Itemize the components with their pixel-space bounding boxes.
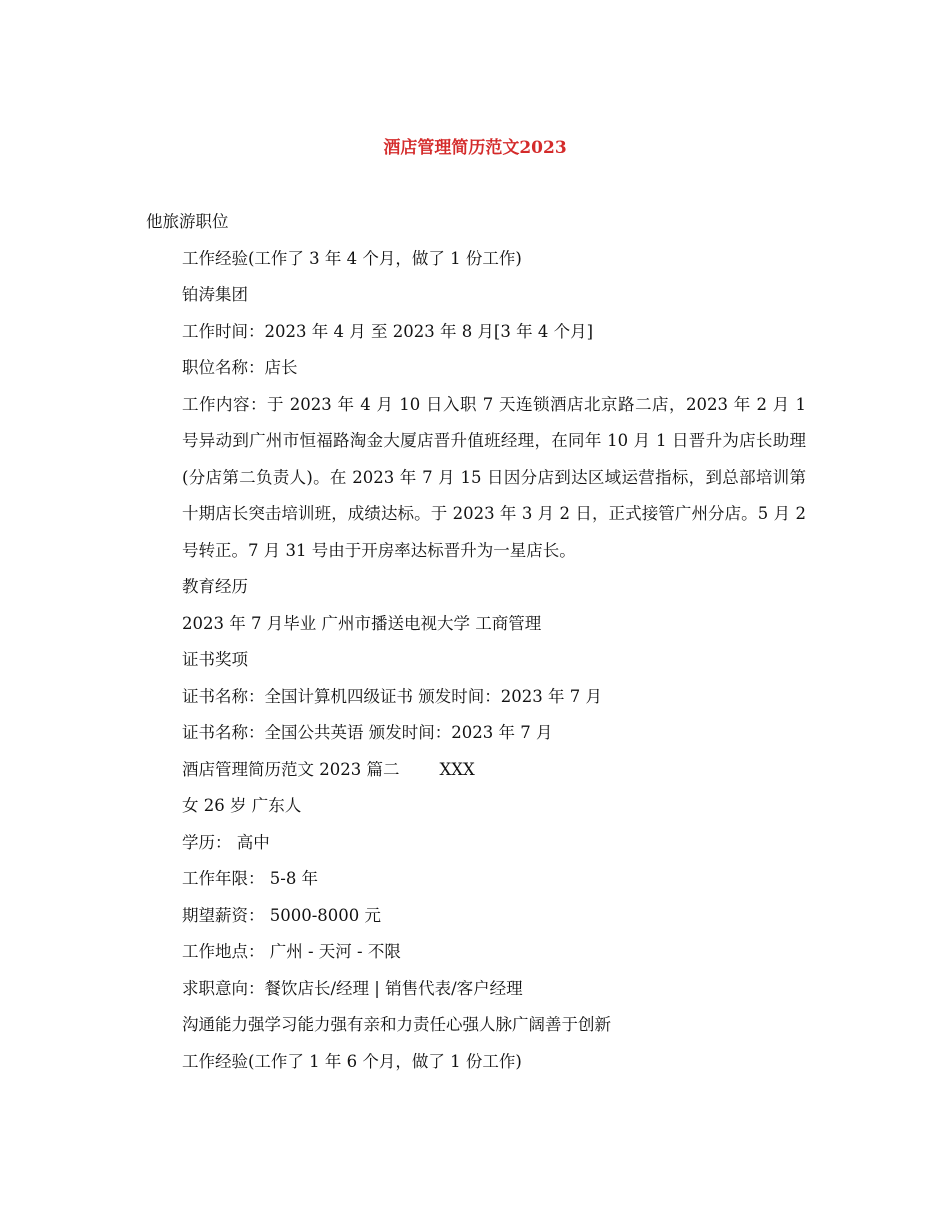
job-intention: 求职意向：餐饮店长/经理 | 销售代表/客户经理 [182,978,523,998]
strengths: 沟通能力强学习能力强有亲和力责任心强人脉广阔善于创新 [182,1015,611,1034]
work-location: 工作地点： 广州 - 天河 - 不限 [182,942,401,961]
candidate-name: XXX [439,759,475,779]
certificate-item: 证书名称：全国公共英语 颁发时间：2023 年 7 月 [182,723,553,742]
part2-title: 酒店管理简历范文 2023 篇二 [182,759,400,779]
document-body [146,204,806,1080]
company-name: 铂涛集团 [182,285,248,304]
section-heading: 他旅游职位 [146,212,229,231]
expected-salary: 期望薪资： 5000-8000 元 [182,905,382,925]
basic-info: 女 26 岁 广东人 [182,796,302,815]
years-of-work: 工作年限： 5-8 年 [182,869,319,888]
education-level: 学历： 高中 [182,832,270,852]
education-heading: 教育经历 [182,577,248,596]
document-title: 酒店管理简历范文2023 [383,138,567,158]
position-title: 职位名称：店长 [182,358,298,377]
work-period: 工作时间：2023 年 4 月 至 2023 年 8 月[3 年 4 个月] [182,321,594,341]
experience-summary: 工作经验(工作了 3 年 4 个月，做了 1 份工作) [182,248,522,268]
certificate-item: 证书名称：全国计算机四级证书 颁发时间：2023 年 7 月 [182,686,602,706]
education-entry: 2023 年 7 月毕业 广州市播送电视大学 工商管理 [182,613,542,633]
part2-title-line [146,752,806,789]
experience-summary-2: 工作经验(工作了 1 年 6 个月，做了 1 份工作) [182,1051,522,1071]
certificates-heading: 证书奖项 [182,650,248,669]
work-content: 工作内容：于 2023 年 4 月 10 日入职 7 天连锁酒店北京路二店，2023 年 2 月 1 号异动到广州市恒福路淘金大厦店晋升值班经理，在同年 10 月 1 日晋升为店长助理(分店第二负责人)。在 2023 年 7 月 15 日因分店到达区域运营指标，到总部培训第十期店长突击培训班，成绩达标。于 2023 年 3 月 2 日，正式接管广州分店。5 月 2 号转正。7 月 31 号由于开房率达标晋升为一星店长。 [182,394,806,560]
